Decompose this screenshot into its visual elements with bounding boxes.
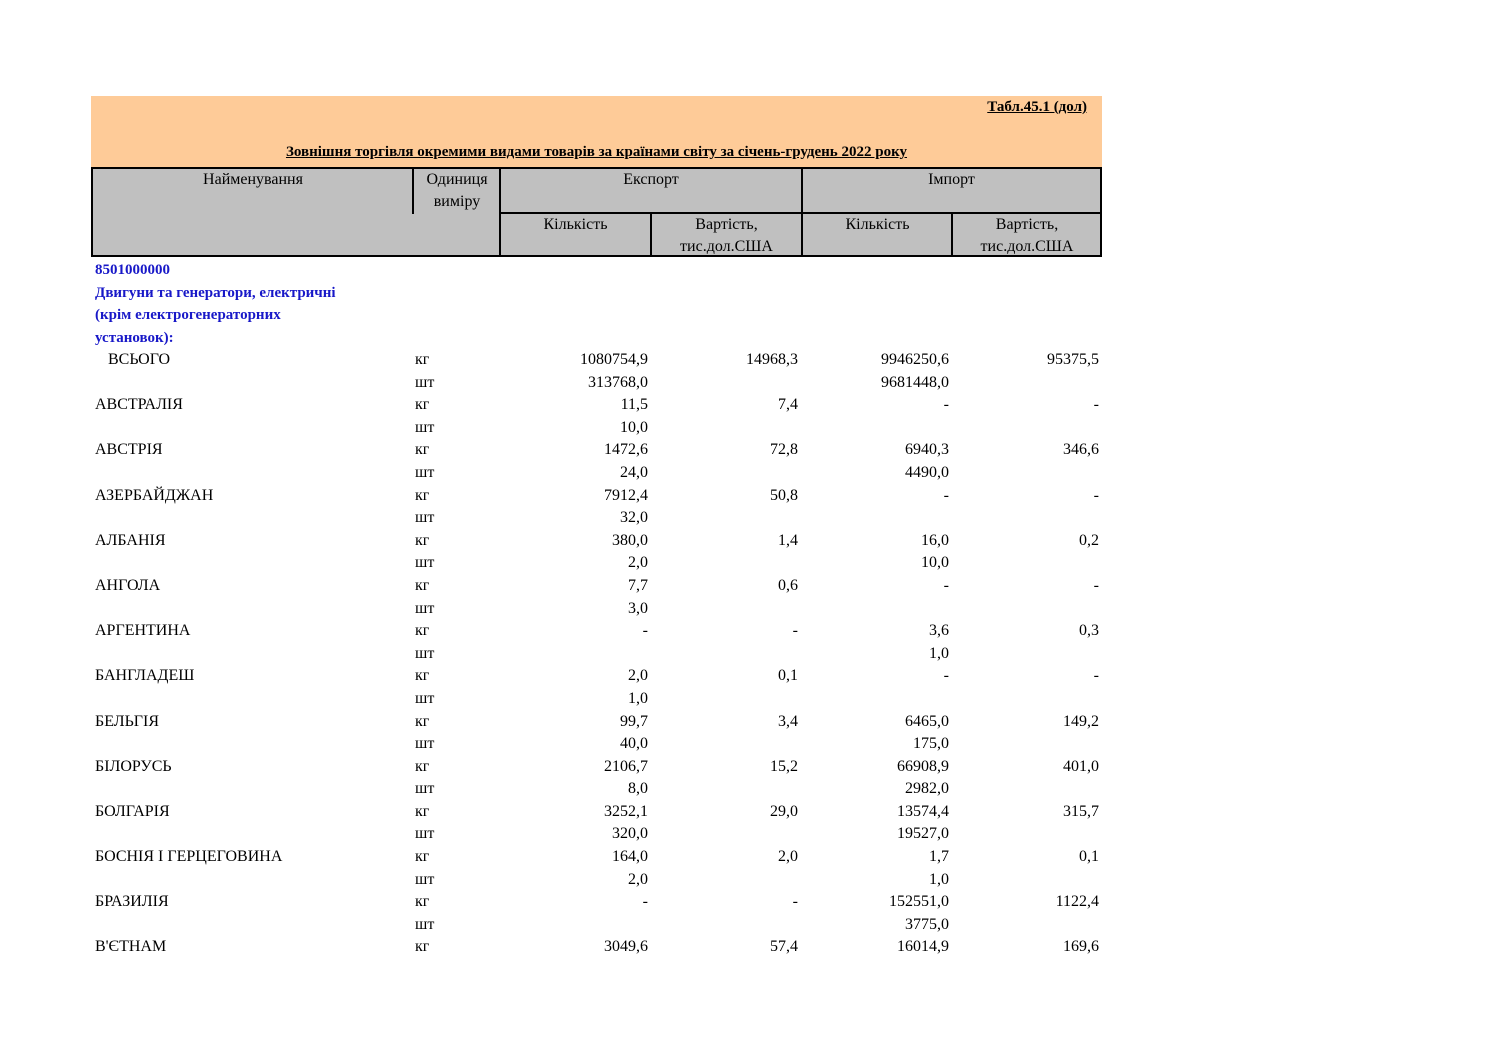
unit-cell: кг <box>415 622 430 640</box>
table-row <box>91 869 1102 892</box>
import-value: 401,0 <box>1063 757 1099 775</box>
table-row <box>91 417 1102 440</box>
import-value: - <box>1093 667 1099 685</box>
import-value: 0,2 <box>1079 531 1099 549</box>
export-value: 1,4 <box>778 531 798 549</box>
table-row <box>91 439 1102 462</box>
export-quantity: 99,7 <box>620 712 648 730</box>
header-divider <box>499 212 1100 214</box>
document-title: Зовнішня торгівля окремими видами товарів за країнами світу за січень-грудень 2022 року <box>285 144 908 160</box>
header-divider <box>412 169 414 214</box>
import-quantity: 6940,3 <box>905 441 949 459</box>
unit-cell: кг <box>415 802 430 820</box>
export-value: - <box>792 622 798 640</box>
export-value: 57,4 <box>770 938 798 956</box>
export-quantity: 2,0 <box>628 667 648 685</box>
table-row <box>91 914 1102 937</box>
export-value: 0,6 <box>778 576 798 594</box>
import-quantity: 175,0 <box>913 735 949 753</box>
import-quantity: 4490,0 <box>905 463 949 481</box>
commodity-name-line: Двигуни та генератори, електричні <box>95 284 336 301</box>
table-row <box>91 778 1102 801</box>
unit-cell: шт <box>415 599 435 617</box>
unit-cell: шт <box>415 915 435 933</box>
country-name: БРАЗИЛІЯ <box>95 893 169 911</box>
header-unit-line1: Одиниця <box>426 171 488 188</box>
export-value: 0,1 <box>778 667 798 685</box>
unit-cell: кг <box>415 757 430 775</box>
import-value: 95375,5 <box>1047 351 1099 368</box>
table-row <box>91 936 1102 959</box>
export-value: 50,8 <box>770 486 798 504</box>
table-row <box>91 801 1102 824</box>
import-quantity: 6465,0 <box>905 712 949 730</box>
table-row <box>91 462 1102 485</box>
import-quantity: 66908,9 <box>897 757 949 775</box>
import-quantity: 9946250,6 <box>881 351 949 368</box>
header-export-value-line2: тис.дол.США <box>680 238 773 255</box>
unit-cell: кг <box>415 893 430 911</box>
import-value: 315,7 <box>1063 802 1099 820</box>
export-value: 3,4 <box>778 712 798 730</box>
export-quantity: - <box>642 893 648 911</box>
import-quantity: 19527,0 <box>897 825 949 843</box>
unit-cell: шт <box>415 554 435 572</box>
title-band <box>91 96 1102 167</box>
unit-cell: кг <box>415 351 430 368</box>
unit-cell: кг <box>415 441 430 459</box>
export-quantity: 10,0 <box>620 418 648 436</box>
unit-cell: шт <box>415 509 435 527</box>
header-import-value-line1: Вартість, <box>995 216 1059 233</box>
unit-cell: кг <box>415 667 430 685</box>
country-name: БІЛОРУСЬ <box>95 757 172 775</box>
unit-cell: шт <box>415 689 435 707</box>
import-quantity: - <box>943 667 949 685</box>
header-unit-line2: виміру <box>433 193 481 210</box>
import-quantity: 1,0 <box>929 870 949 888</box>
header-export-value-line1: Вартість, <box>695 216 758 233</box>
unit-cell: кг <box>415 531 430 549</box>
import-value: 0,3 <box>1079 622 1099 640</box>
unit-cell: шт <box>415 870 435 888</box>
header-import-value-line2: тис.дол.США <box>980 238 1074 255</box>
table-row <box>91 665 1102 688</box>
country-name: ВСЬОГО <box>108 351 171 368</box>
export-quantity: 164,0 <box>612 848 648 866</box>
unit-cell: кг <box>415 848 430 866</box>
country-name: БАНГЛАДЕШ <box>95 667 195 685</box>
unit-cell: шт <box>415 463 435 481</box>
table-row <box>91 688 1102 711</box>
import-value: - <box>1093 576 1099 594</box>
table-row <box>91 349 1102 372</box>
header-import-qty: Кількість <box>845 216 910 233</box>
country-name: БОСНІЯ І ГЕРЦЕГОВИНА <box>95 848 283 866</box>
table-row <box>91 733 1102 756</box>
export-value: - <box>792 893 798 911</box>
country-name: БОЛГАРІЯ <box>95 802 170 820</box>
import-quantity: 13574,4 <box>897 802 949 820</box>
country-name: АВСТРІЯ <box>95 441 163 459</box>
table-row <box>91 507 1102 530</box>
export-quantity: 3252,1 <box>604 802 648 820</box>
header-export: Експорт <box>623 171 679 188</box>
export-quantity: 32,0 <box>620 509 648 527</box>
header-export-qty: Кількість <box>543 216 608 233</box>
export-quantity: 8,0 <box>628 780 648 798</box>
unit-cell: шт <box>415 373 435 391</box>
export-value: 2,0 <box>778 848 798 866</box>
table-row <box>91 598 1102 621</box>
export-quantity: 7912,4 <box>604 486 648 504</box>
table-row <box>91 485 1102 508</box>
export-quantity: 2,0 <box>628 870 648 888</box>
data-rows <box>91 349 1102 959</box>
import-quantity: - <box>943 576 949 594</box>
import-quantity: 9681448,0 <box>881 373 949 391</box>
table-row <box>91 394 1102 417</box>
commodity-code: 8501000000 <box>95 262 170 278</box>
table-row <box>91 530 1102 553</box>
country-name: АЛБАНІЯ <box>95 531 166 549</box>
export-quantity: 380,0 <box>612 531 648 549</box>
import-value: 346,6 <box>1063 441 1099 459</box>
table-row <box>91 711 1102 734</box>
export-quantity: 1472,6 <box>604 441 648 459</box>
commodity-section <box>91 259 1102 349</box>
table-row <box>91 823 1102 846</box>
country-name: В'ЄТНАМ <box>95 938 167 956</box>
unit-cell: шт <box>415 644 435 662</box>
country-name: АЗЕРБАЙДЖАН <box>95 486 214 504</box>
table-sheet <box>91 96 1102 959</box>
export-quantity: 24,0 <box>620 463 648 481</box>
column-header <box>91 167 1102 257</box>
header-export-value <box>652 214 801 258</box>
export-quantity: - <box>642 622 648 640</box>
commodity-name-line: установок): <box>95 329 174 346</box>
table-row <box>91 846 1102 869</box>
header-import-value <box>954 214 1100 258</box>
table-row <box>91 620 1102 643</box>
export-quantity: 3049,6 <box>604 938 648 956</box>
export-value: 7,4 <box>778 396 798 414</box>
unit-cell: шт <box>415 780 435 798</box>
import-quantity: - <box>943 486 949 504</box>
export-value: 72,8 <box>770 441 798 459</box>
country-name: АВСТРАЛІЯ <box>95 396 183 414</box>
import-value: - <box>1093 486 1099 504</box>
export-quantity: 40,0 <box>620 735 648 753</box>
import-quantity: 16,0 <box>921 531 949 549</box>
export-quantity: 1080754,9 <box>580 351 648 368</box>
import-quantity: 152551,0 <box>889 893 949 911</box>
header-name: Найменування <box>203 171 303 188</box>
header-divider <box>650 212 652 255</box>
country-name: АРГЕНТИНА <box>95 622 191 640</box>
export-value: 29,0 <box>770 802 798 820</box>
unit-cell: кг <box>415 938 430 956</box>
import-quantity: 3775,0 <box>905 915 949 933</box>
export-quantity: 7,7 <box>628 576 648 594</box>
import-quantity: - <box>943 396 949 414</box>
import-value: 169,6 <box>1063 938 1099 956</box>
import-value: - <box>1093 396 1099 414</box>
export-quantity: 3,0 <box>628 599 648 617</box>
commodity-name-line: (крім електрогенераторних <box>95 307 281 323</box>
unit-cell: кг <box>415 576 430 594</box>
unit-cell: шт <box>415 825 435 843</box>
unit-cell: шт <box>415 418 435 436</box>
export-quantity: 1,0 <box>628 689 648 707</box>
export-quantity: 11,5 <box>620 396 648 414</box>
header-divider <box>951 212 953 255</box>
header-import: Імпорт <box>928 171 975 188</box>
export-quantity: 320,0 <box>612 825 648 843</box>
unit-cell: кг <box>415 486 430 504</box>
table-reference: Табл.45.1 (дол) <box>987 99 1087 115</box>
country-name: АНГОЛА <box>95 576 161 594</box>
table-row <box>91 552 1102 575</box>
table-row <box>91 643 1102 666</box>
import-quantity: 2982,0 <box>905 780 949 798</box>
export-value: 15,2 <box>770 757 798 775</box>
import-value: 149,2 <box>1063 712 1099 730</box>
table-row <box>91 372 1102 395</box>
unit-cell: шт <box>415 735 435 753</box>
import-quantity: 16014,9 <box>897 938 949 956</box>
export-quantity: 2,0 <box>628 554 648 572</box>
table-row <box>91 891 1102 914</box>
import-quantity: 1,7 <box>929 848 949 866</box>
import-quantity: 3,6 <box>929 622 949 640</box>
import-value: 0,1 <box>1079 848 1099 866</box>
country-name: БЕЛЬГІЯ <box>95 712 160 730</box>
export-value: 14968,3 <box>746 351 798 368</box>
unit-cell: кг <box>415 396 430 414</box>
import-quantity: 1,0 <box>929 644 949 662</box>
header-unit <box>415 169 499 213</box>
table-row <box>91 756 1102 779</box>
export-quantity: 2106,7 <box>604 757 648 775</box>
unit-cell: кг <box>415 712 430 730</box>
import-value: 1122,4 <box>1055 893 1099 911</box>
table-row <box>91 575 1102 598</box>
export-quantity: 313768,0 <box>588 373 648 391</box>
import-quantity: 10,0 <box>921 554 949 572</box>
